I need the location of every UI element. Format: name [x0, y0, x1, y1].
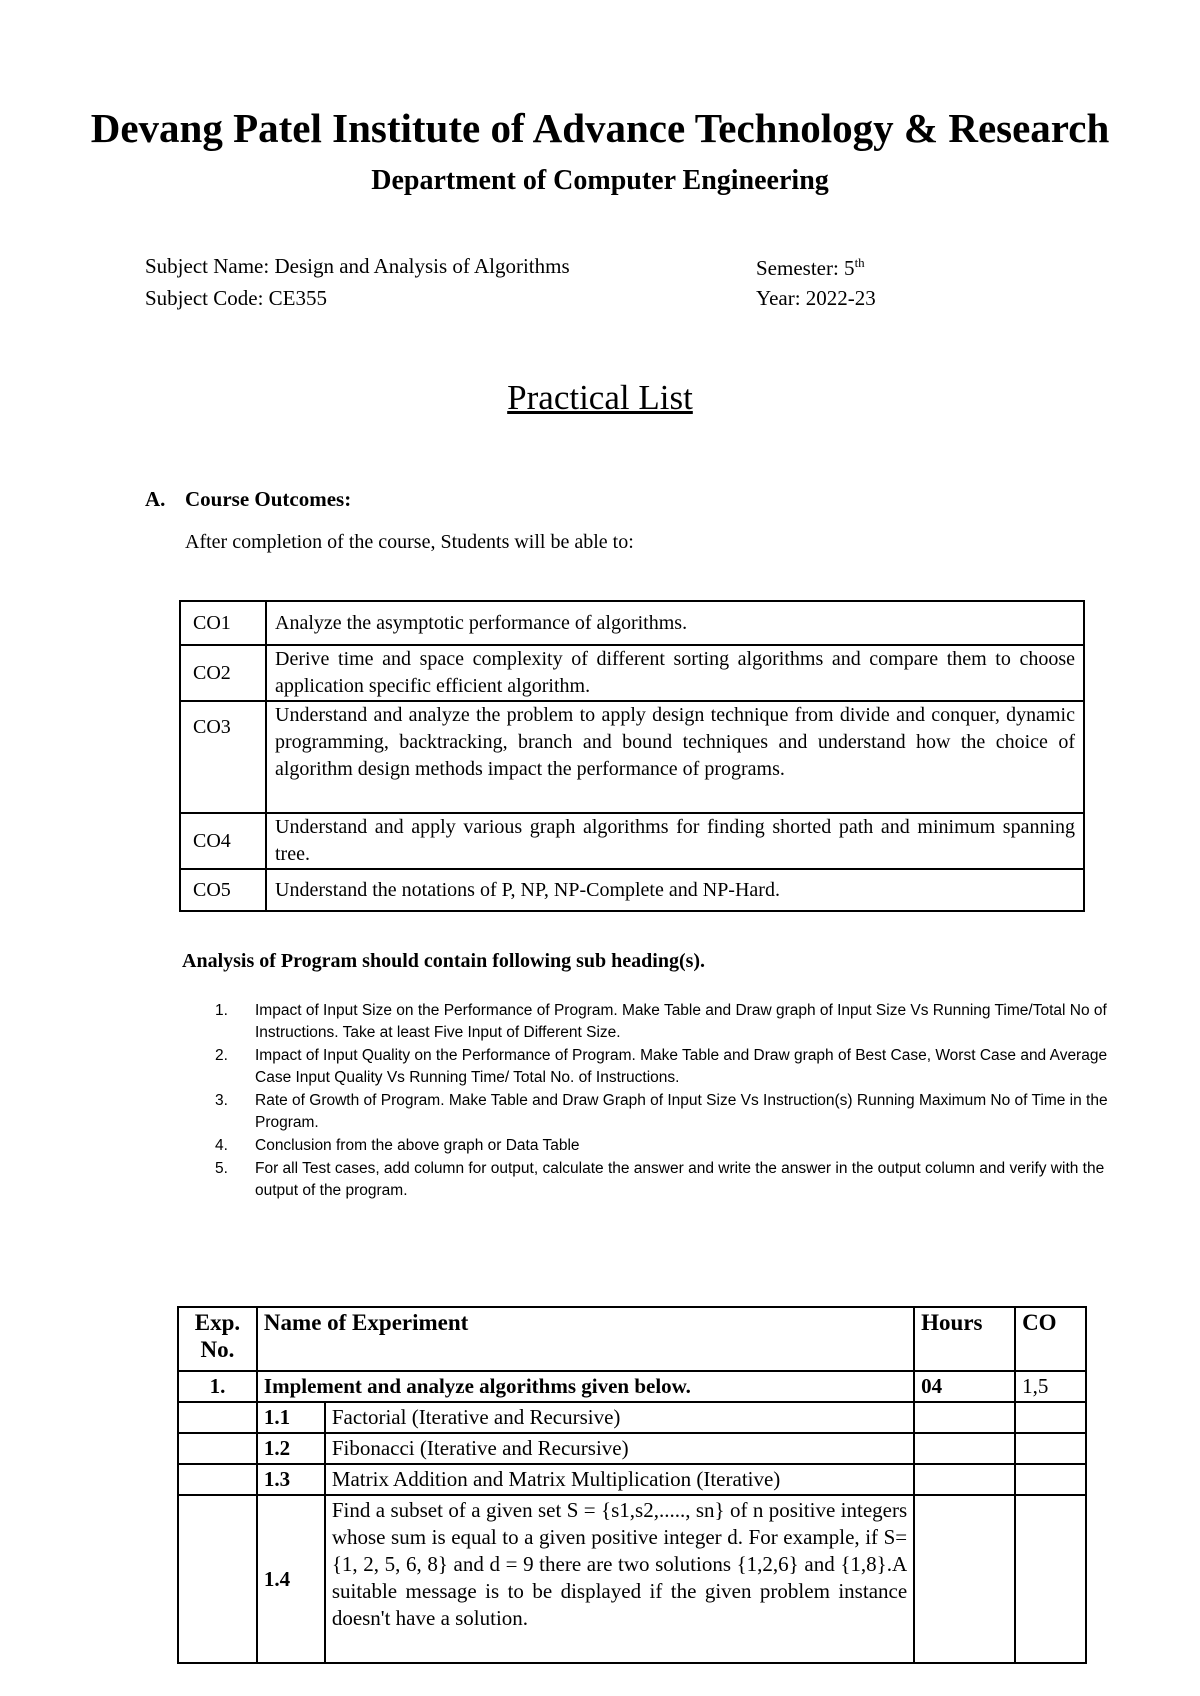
list-number: 2. [215, 1047, 228, 1064]
page-title: Practical List [507, 378, 693, 417]
analysis-list [215, 1000, 1115, 1203]
exp-hours: 04 [914, 1371, 1015, 1402]
section-letter: A. [145, 487, 166, 511]
list-text: Impact of Input Quality on the Performance of Program. Make Table and Draw graph of Best Case, Worst Case and Average Case Input Quality Vs Running Time/ Total No. of Instructions. [255, 1047, 1108, 1086]
experiments-table [177, 1306, 1087, 1664]
table-row [178, 1495, 1086, 1663]
section-intro: After completion of the course, Students will be able to: [185, 531, 634, 553]
co-code: CO1 [180, 601, 266, 645]
header-name: Name of Experiment [257, 1307, 914, 1371]
list-item [215, 1045, 1115, 1089]
empty-cell [1015, 1402, 1086, 1433]
section-heading-text: Course Outcomes: [185, 487, 352, 511]
list-text: Conclusion from the above graph or Data Table [255, 1137, 580, 1154]
year: Year: 2022-23 [756, 286, 876, 310]
sub-exp-name: Matrix Addition and Matrix Multiplication (Iterative) [325, 1464, 914, 1495]
sub-exp-number: 1.4 [257, 1495, 325, 1663]
subject-name: Subject Name: Design and Analysis of Algorithms [145, 254, 570, 278]
table-row [178, 1371, 1086, 1402]
table-row [178, 1464, 1086, 1495]
empty-cell [178, 1495, 257, 1663]
empty-cell [914, 1402, 1015, 1433]
empty-cell [1015, 1495, 1086, 1663]
list-text: Rate of Growth of Program. Make Table and Draw Graph of Input Size Vs Instruction(s) Running Maximum No of Time in the Program. [255, 1092, 1108, 1131]
list-item [215, 1135, 1115, 1157]
list-item [215, 1158, 1115, 1202]
co-row [180, 813, 1084, 869]
list-item [215, 1090, 1115, 1134]
empty-cell [914, 1495, 1015, 1663]
list-item [215, 1000, 1115, 1044]
table-row [178, 1433, 1086, 1464]
co-description: Derive time and space complexity of different sorting algorithms and compare them to choose application specific efficient algorithm. [266, 645, 1084, 701]
sub-exp-name: Factorial (Iterative and Recursive) [325, 1402, 914, 1433]
empty-cell [914, 1464, 1015, 1495]
table-header-row [178, 1307, 1086, 1371]
semester-label: Semester: 5 [756, 256, 855, 280]
semester [756, 256, 865, 279]
sub-exp-number: 1.1 [257, 1402, 325, 1433]
co-row [180, 869, 1084, 911]
course-outcomes-table [179, 600, 1085, 912]
empty-cell [914, 1433, 1015, 1464]
exp-co: 1,5 [1015, 1371, 1086, 1402]
co-code: CO4 [180, 813, 266, 869]
empty-cell [1015, 1433, 1086, 1464]
list-number: 3. [215, 1092, 228, 1109]
table-row [178, 1402, 1086, 1433]
empty-cell [178, 1464, 257, 1495]
section-a-heading [145, 487, 351, 512]
co-description: Analyze the asymptotic performance of algorithms. [266, 601, 1084, 645]
empty-cell [178, 1433, 257, 1464]
institute-title: Devang Patel Institute of Advance Technology & Research [90, 105, 1110, 151]
header-exp-no: Exp. No. [178, 1307, 257, 1371]
list-number: 5. [215, 1160, 228, 1177]
list-text: For all Test cases, add column for output, calculate the answer and write the answer in the output column and verify with the output of the program. [255, 1160, 1105, 1199]
header-hours: Hours [914, 1307, 1015, 1371]
co-row [180, 701, 1084, 813]
list-number: 4. [215, 1137, 228, 1154]
department-title: Department of Computer Engineering [371, 165, 829, 196]
header-co: CO [1015, 1307, 1086, 1371]
sub-exp-name: Fibonacci (Iterative and Recursive) [325, 1433, 914, 1464]
sub-exp-number: 1.3 [257, 1464, 325, 1495]
co-row [180, 601, 1084, 645]
subject-code: Subject Code: CE355 [145, 286, 327, 310]
co-row [180, 645, 1084, 701]
sub-exp-name: Find a subset of a given set S = {s1,s2,....., sn} of n positive integers whose sum is equal to a given positive integer d. For example, if S= {1, 2, 5, 6, 8} and d = 9 there are two solutions {1,2,6} and {1,8}.A suitable message is to be displayed if the given problem instance doesn't have a solution. [325, 1495, 914, 1663]
empty-cell [178, 1402, 257, 1433]
co-description: Understand and analyze the problem to apply design technique from divide and conquer, dynamic programming, backtracking, branch and bound techniques and understand how the choice of algorithm design methods impact the performance of programs. [266, 701, 1084, 813]
exp-name: Implement and analyze algorithms given below. [257, 1371, 914, 1402]
analysis-heading: Analysis of Program should contain following sub heading(s). [182, 950, 706, 972]
exp-number: 1. [178, 1371, 257, 1402]
empty-cell [1015, 1464, 1086, 1495]
sub-exp-number: 1.2 [257, 1433, 325, 1464]
semester-suffix: th [854, 255, 865, 270]
co-code: CO3 [180, 701, 266, 813]
list-number: 1. [215, 1002, 228, 1019]
co-code: CO5 [180, 869, 266, 911]
co-description: Understand the notations of P, NP, NP-Complete and NP-Hard. [266, 869, 1084, 911]
co-code: CO2 [180, 645, 266, 701]
list-text: Impact of Input Size on the Performance of Program. Make Table and Draw graph of Input Size Vs Running Time/Total No of Instructions. Take at least Five Input of Different Size. [255, 1002, 1107, 1041]
co-description: Understand and apply various graph algorithms for finding shorted path and minimum spanning tree. [266, 813, 1084, 869]
